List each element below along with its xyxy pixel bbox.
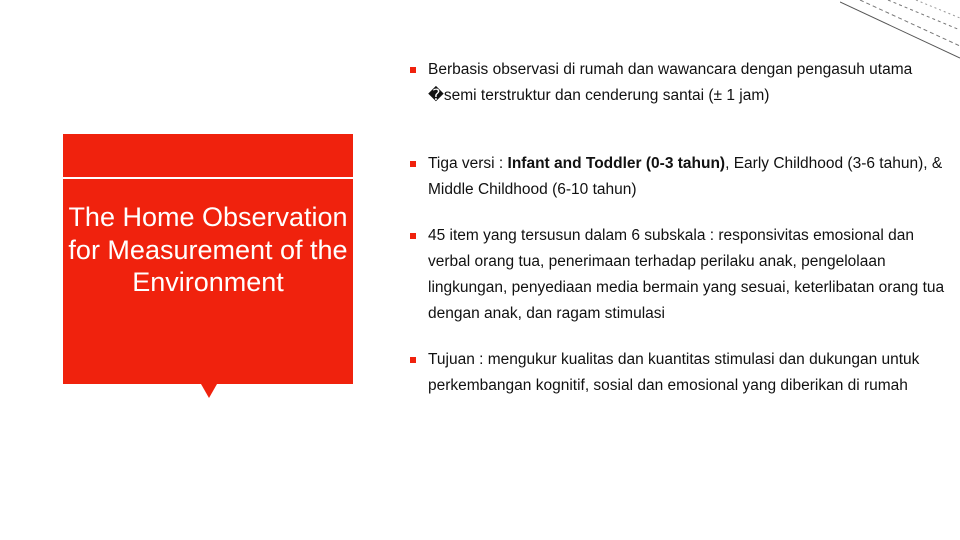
bullet-text-emphasis: Infant and Toddler (0-3 tahun) (507, 155, 726, 172)
corner-decoration (840, 0, 960, 60)
title-panel (63, 134, 353, 384)
bullet-text-end: , Early Childhood (3-6 tahun), & Middle Childhood (6-10 tahun) (428, 155, 943, 198)
bullet-marker (410, 161, 416, 167)
title-marker (201, 384, 217, 398)
bullet-item (410, 347, 950, 399)
panel-divider (63, 177, 353, 179)
bullet-item (410, 151, 950, 203)
bullet-list (410, 57, 950, 399)
bullet-text: Berbasis observasi di rumah dan wawancara dengan pengasuh utama �semi terstruktur dan cenderung santai (± 1 jam) (428, 61, 913, 104)
bullet-item (410, 223, 950, 327)
bullet-marker (410, 357, 416, 363)
slide-title: The Home Observation for Measurement of the Environment (68, 202, 348, 297)
bullet-item (410, 57, 950, 109)
bullet-marker (410, 67, 416, 73)
bullet-text-start: Tiga versi : (428, 155, 508, 172)
bullet-marker (410, 233, 416, 239)
bullet-text: Tujuan : mengukur kualitas dan kuantitas stimulasi dan dukungan untuk perkembangan kognitif, sosial dan emosional yang diberikan di rumah (428, 351, 920, 394)
bullet-text: 45 item yang tersusun dalam 6 subskala : responsivitas emosional dan verbal orang tua, penerimaan terhadap perilaku anak, pengelolaan lingkungan, penyediaan media bermain yang sesuai, keterlibatan orang tua dengan anak, dan ragam stimulasi (428, 227, 945, 322)
